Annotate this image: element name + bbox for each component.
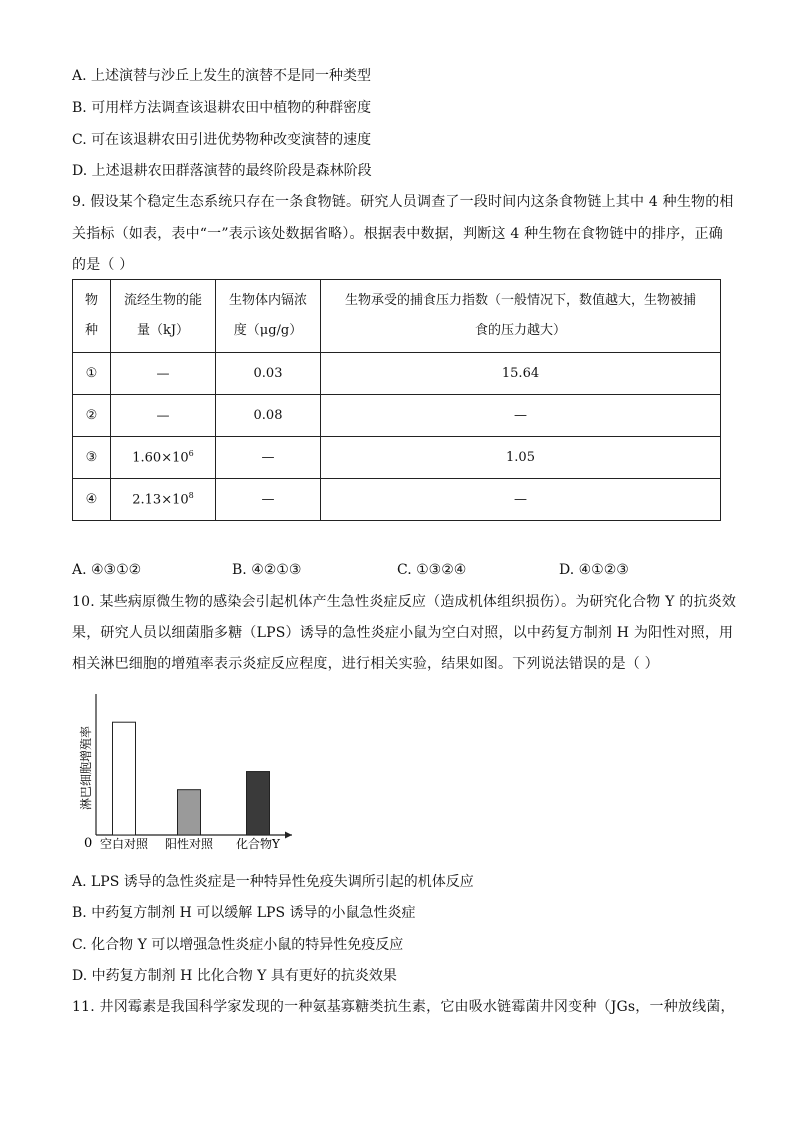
q11-stem-line-1: 11. 井冈霉素是我国科学家发现的一种氨基寡糖类抗生素，它由吸水链霉菌井冈变种（JGs，一种放线菌，: [72, 999, 735, 1015]
table-header-row: [73, 280, 721, 353]
q10-bar-chart: [72, 688, 312, 858]
energy-base: —: [156, 366, 170, 382]
x-tick-label: 阳性对照: [164, 837, 214, 851]
q8-option-d: D. 上述退耕农田群落演替的最终阶段是森林阶段: [72, 163, 372, 179]
header-pressure-line-1: 生物承受的捕食压力指数（一般情况下，数值越大，生物被捕: [344, 293, 696, 308]
bar-2: [178, 790, 201, 835]
cell-energy: [111, 353, 216, 395]
q10-option-a: A. LPS 诱导的急性炎症是一种特异性免疫失调所引起的机体反应: [72, 874, 474, 890]
cell-energy: [111, 395, 216, 437]
header-cadmium-line-1: 生物体内镉浓: [228, 293, 307, 308]
cell-energy: [111, 479, 216, 521]
header-pressure-line-2: 食的压力越大）: [474, 323, 566, 338]
x-axis-arrow: [285, 832, 292, 839]
q9-option-c: C. ①③②④: [397, 562, 467, 578]
q10-stem-line-3: 相关淋巴细胞的增殖率表示炎症反应程度，进行相关实验，结果如图。下列说法错误的是（ ）: [72, 656, 659, 672]
table-row: [73, 479, 721, 521]
cell-pressure: 1.05: [321, 437, 721, 479]
cell-energy: [111, 437, 216, 479]
q8-option-a: A. 上述演替与沙丘上发生的演替不是同一种类型: [72, 68, 372, 84]
header-species-line-1: 物: [84, 293, 98, 308]
energy-exponent: 6: [188, 449, 194, 459]
header-pressure: [321, 280, 721, 353]
q10-option-c: C. 化合物 Y 可以增强急性炎症小鼠的特异性免疫反应: [72, 937, 404, 953]
bar-1: [113, 722, 136, 835]
header-cadmium-line-2: 度（μg/g）: [233, 323, 303, 338]
q8-option-c: C. 可在该退耕农田引进优势物种改变演替的速度: [72, 132, 372, 148]
energy-base: 2.13×10: [132, 492, 189, 508]
cell-species: ③: [73, 437, 111, 479]
q9-data-table: [72, 279, 721, 521]
cell-species: ④: [73, 479, 111, 521]
bar-3: [247, 772, 270, 835]
cell-pressure: 15.64: [321, 353, 721, 395]
header-species: [73, 280, 111, 353]
q9-stem-line-3: 的是（ ）: [72, 257, 134, 273]
x-tick-label: 空白对照: [99, 837, 149, 851]
cell-pressure: —: [321, 395, 721, 437]
q10-option-b: B. 中药复方制剂 H 可以缓解 LPS 诱导的小鼠急性炎症: [72, 905, 416, 921]
q9-option-a: A. ④③①②: [72, 562, 142, 578]
table-row: [73, 353, 721, 395]
y-axis-label: 淋巴细胞增殖率: [79, 725, 93, 811]
origin-label: 0: [84, 836, 93, 851]
q10-stem-line-2: 果，研究人员以细菌脂多糖（LPS）诱导的急性炎症小鼠为空白对照，以中药复方制剂 H 为阳性对照，用: [72, 625, 734, 641]
header-cadmium: [216, 280, 321, 353]
q9-option-d: D. ④①②③: [559, 562, 629, 578]
q8-option-b: B. 可用样方法调查该退耕农田中植物的种群密度: [72, 100, 372, 116]
q10-option-d: D. 中药复方制剂 H 比化合物 Y 具有更好的抗炎效果: [72, 968, 397, 984]
cell-species: ①: [73, 353, 111, 395]
table-row: [73, 437, 721, 479]
cell-species: ②: [73, 395, 111, 437]
energy-exponent: 8: [188, 491, 194, 501]
energy-base: 1.60×10: [132, 450, 189, 466]
energy-base: —: [156, 408, 170, 424]
header-species-line-2: 种: [84, 323, 98, 338]
q10-stem-line-1: 10. 某些病原微生物的感染会引起机体产生急性炎症反应（造成机体组织损伤）。为研究化合物 Y 的抗炎效: [72, 594, 737, 610]
header-energy: [111, 280, 216, 353]
cell-cadmium: —: [216, 437, 321, 479]
table-row: [73, 395, 721, 437]
cell-cadmium: 0.03: [216, 353, 321, 395]
q9-option-b: B. ④②①③: [232, 562, 302, 578]
header-energy-line-1: 流经生物的能: [123, 293, 202, 308]
q9-stem-line-2: 关指标（如表，表中“一”表示该处数据省略）。根据表中数据，判断这 4 种生物在食物链中的排序，正确: [72, 226, 723, 242]
x-tick-label: 化合物Y: [236, 837, 280, 851]
cell-cadmium: —: [216, 479, 321, 521]
cell-pressure: —: [321, 479, 721, 521]
cell-cadmium: 0.08: [216, 395, 321, 437]
q9-stem-line-1: 9. 假设某个稳定生态系统只存在一条食物链。研究人员调查了一段时间内这条食物链上其中 4 种生物的相: [72, 194, 734, 210]
header-energy-line-2: 量（kJ）: [136, 323, 190, 338]
